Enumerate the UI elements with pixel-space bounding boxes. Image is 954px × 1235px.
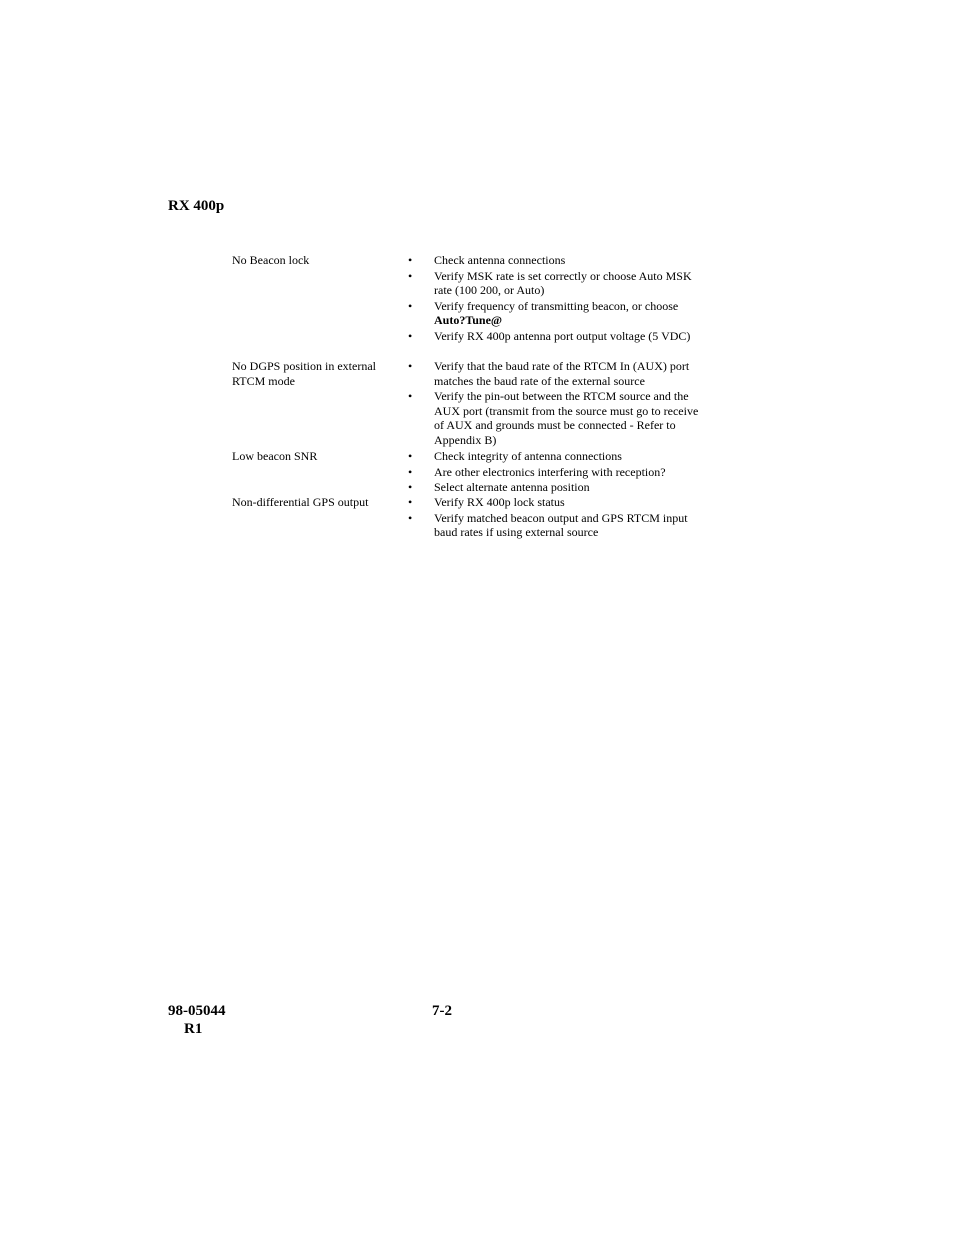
list-item: • Verify RX 400p antenna port output voltage (5 VDC) xyxy=(408,328,691,343)
list-item: • Are other electronics interfering with reception? xyxy=(408,464,666,479)
page-number: 7-2 xyxy=(432,1003,452,1019)
problem-label: No Beacon lock xyxy=(232,253,310,267)
problem-label: No DGPS position in external RTCM mode xyxy=(232,359,376,388)
action-list xyxy=(402,448,702,495)
bullet-icon: • xyxy=(408,268,413,283)
action-list xyxy=(402,252,702,344)
list-item: • Verify that the baud rate of the RTCM In (AUX) port matches the baud rate of the external source xyxy=(408,359,690,388)
bullet-icon: • xyxy=(408,389,413,404)
problem-label: Non-differential GPS output xyxy=(232,495,369,509)
list-item: • Verify the pin-out between the RTCM source and the AUX port (transmit from the source must go to receive of AUX and grounds must be connected - Refer to Appendix B) xyxy=(408,389,699,447)
list-item: • Verify RX 400p lock status xyxy=(408,495,565,509)
bullet-icon: • xyxy=(408,298,413,313)
table-row xyxy=(232,494,702,540)
list-item: • Verify matched beacon output and GPS RTCM input baud rates if using external source xyxy=(408,510,688,540)
list-item: • Check integrity of antenna connections xyxy=(408,449,622,463)
bullet-icon: • xyxy=(408,480,413,495)
table-row xyxy=(232,448,702,494)
bullet-icon: • xyxy=(408,495,413,509)
document-number: 98-05044 xyxy=(168,1003,226,1019)
table-row xyxy=(232,358,702,448)
troubleshooting-table xyxy=(232,252,702,540)
problem-label: Low beacon SNR xyxy=(232,449,318,463)
bullet-icon: • xyxy=(408,510,413,525)
list-item: • Verify MSK rate is set correctly or choose Auto MSK rate (100 200, or Auto) xyxy=(408,268,692,298)
list-item: • Verify frequency of transmitting beacon, or choose Auto?Tune@ xyxy=(408,298,679,328)
list-item: • Select alternate antenna position xyxy=(408,480,590,495)
bullet-icon: • xyxy=(408,464,413,479)
page-title: RX 400p xyxy=(168,198,225,214)
table-row xyxy=(232,252,702,358)
list-item: • Check antenna connections xyxy=(408,253,566,267)
auto-tune-term: Auto?Tune@ xyxy=(434,313,503,328)
bullet-icon: • xyxy=(408,449,413,463)
bullet-icon: • xyxy=(408,253,413,267)
action-list xyxy=(402,358,702,448)
bullet-icon: • xyxy=(408,328,413,343)
action-list xyxy=(402,494,702,540)
bullet-icon: • xyxy=(408,359,413,373)
revision-label: R1 xyxy=(184,1021,203,1037)
